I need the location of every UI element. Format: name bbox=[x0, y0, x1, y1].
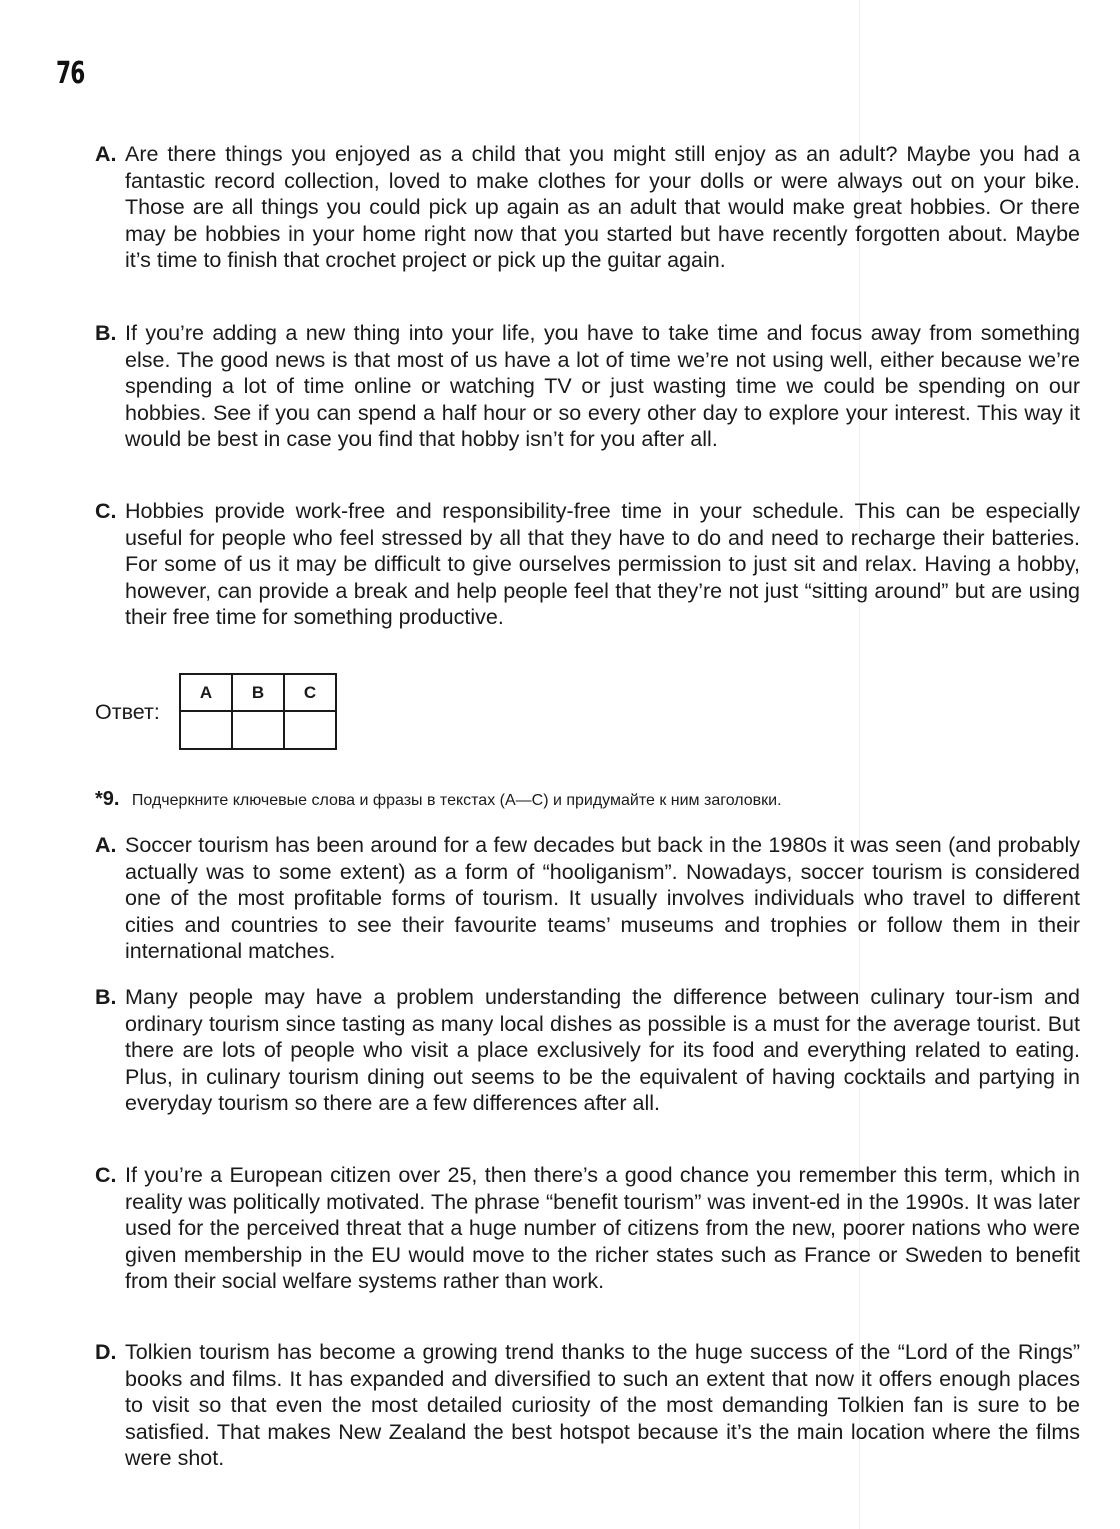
task-instruction bbox=[95, 788, 782, 811]
paragraph-letter: A. bbox=[95, 833, 117, 857]
paragraph-text: Many people may have a problem understanding the difference between culinary tour-ism and ordinary tourism since tasting as many local dishes as possible is a must for the average tourist. But there are lots of people who visit a place exclusively for its food and everything related to eating. Plus, in culinary tourism dining out seems to be the equivalent of having cocktails and partying in everyday tourism so there are a few differences after all. bbox=[125, 985, 1080, 1116]
paragraph-text: Tolkien tourism has become a growing trend thanks to the huge success of the “Lord of the Rings” books and films. It has expanded and diversified to such an extent that now it offers enough places to visit so that even the most detailed curiosity of the most demanding Tolkien fan is sure to be satisfied. That makes New Zealand the best hotspot because it’s the main location where the films were shot. bbox=[125, 1340, 1080, 1471]
paragraph-text: If you’re a European citizen over 25, then there’s a good chance you remember this term, which in reality was politically motivated. The phrase “benefit tourism” was invent-ed in the 1990s. It was later used for the perceived threat that a huge number of citizens from the new, poorer nations who were given membership in the EU would move to the richer states such as France or Sweden to benefit from their social welfare systems rather than work. bbox=[125, 1163, 1080, 1294]
answer-label: Ответ: bbox=[95, 700, 160, 724]
answer-cell-c[interactable] bbox=[284, 711, 336, 749]
section2-paragraph-a bbox=[95, 832, 1080, 965]
paragraph-text: Hobbies provide work-free and responsibility-free time in your schedule. This can be especially useful for people who feel stressed by all that they have to do and need to recharge their batteries. For some of us it may be difficult to give ourselves permission to just sit and relax. Having a hobby, however, can provide a break and help people feel that they’re not just “sitting around” but are using their free time for something productive. bbox=[125, 499, 1080, 630]
paragraph-text: If you’re adding a new thing into your life, you have to take time and focus away from something else. The good news is that most of us have a lot of time we’re not using well, either because we’re spending a lot of time online or watching TV or just wasting time we could be spending on our hobbies. See if you can spend a half hour or so every other day to explore your interest. This way it would be best in case you find that hobby isn’t for you after all. bbox=[125, 321, 1080, 452]
section1-paragraph-b bbox=[95, 320, 1080, 453]
task-text: Подчеркните ключевые слова и фразы в текстах (A—C) и придумайте к ним заголовки. bbox=[131, 792, 782, 809]
section2-paragraph-c bbox=[95, 1162, 1080, 1295]
page-number: 76 bbox=[56, 56, 85, 91]
answer-column-a: A bbox=[180, 674, 232, 711]
paragraph-letter: D. bbox=[95, 1340, 117, 1364]
paragraph-letter: C. bbox=[95, 499, 117, 523]
section2-paragraph-d bbox=[95, 1339, 1080, 1472]
answer-table bbox=[179, 673, 337, 750]
paragraph-text: Soccer tourism has been around for a few decades but back in the 1980s it was seen (and probably actually was to some extent) as a form of “hooliganism”. Nowadays, soccer tourism is considered one of the most profitable forms of tourism. It usually involves individuals who travel to different cities and countries to see their favourite teams’ museums and trophies or follow them in their international matches. bbox=[125, 833, 1080, 964]
paragraph-letter: B. bbox=[95, 985, 117, 1009]
answer-cell-a[interactable] bbox=[180, 711, 232, 749]
paragraph-letter: B. bbox=[95, 321, 117, 345]
section2-paragraph-b bbox=[95, 984, 1080, 1117]
section1-paragraph-a bbox=[95, 141, 1080, 274]
answer-column-b: B bbox=[232, 674, 284, 711]
section1-paragraph-c bbox=[95, 498, 1080, 631]
answer-cell-b[interactable] bbox=[232, 711, 284, 749]
paragraph-letter: A. bbox=[95, 142, 117, 166]
task-number: *9. bbox=[95, 788, 120, 810]
answer-grid bbox=[95, 673, 355, 753]
paragraph-text: Are there things you enjoyed as a child that you might still enjoy as an adult? Maybe you had a fantastic record collection, loved to make clothes for your dolls or were always out on your bike. Those are all things you could pick up again as an adult that would make great hobbies. Or there may be hobbies in your home right now that you started but have recently forgotten about. Maybe it’s time to finish that crochet project or pick up the guitar again. bbox=[125, 142, 1080, 273]
answer-column-c: C bbox=[284, 674, 336, 711]
paragraph-letter: C. bbox=[95, 1163, 117, 1187]
